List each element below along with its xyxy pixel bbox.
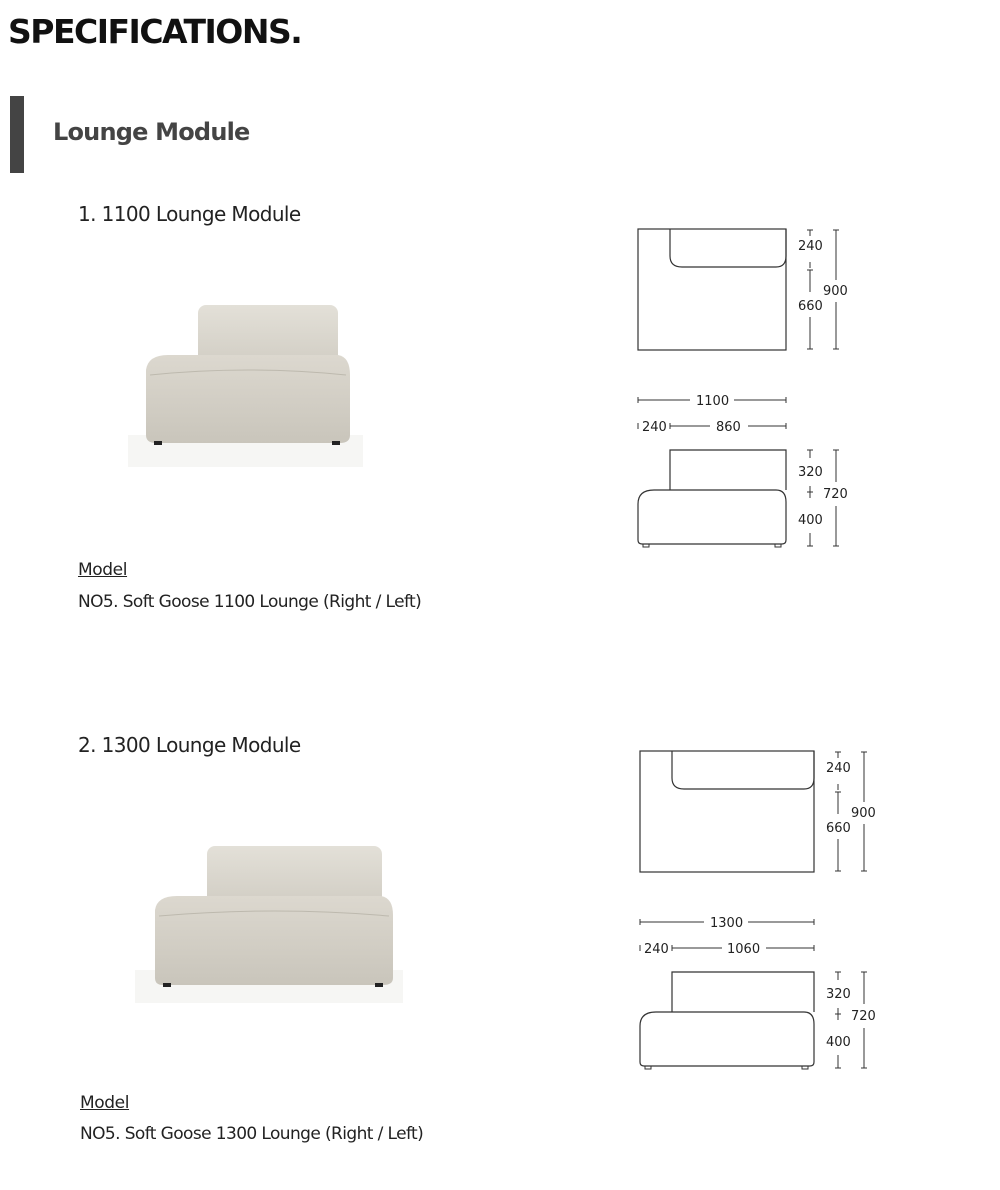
dim-back-height: 320 [798,465,823,480]
dim-arm-width: 240 [644,942,669,957]
dim-seat-depth: 660 [798,299,823,314]
dim-total-depth: 900 [823,284,848,299]
dim-seat-width: 1060 [727,942,761,957]
module-title: 1. 1100 Lounge Module [78,202,301,226]
dim-seat-depth: 660 [826,821,851,836]
dim-back-depth: 240 [798,239,823,254]
section-title: Lounge Module [53,118,250,146]
dim-total-height: 720 [823,487,848,502]
module-title: 2. 1300 Lounge Module [78,733,301,757]
dim-back-height: 320 [826,987,851,1002]
dim-total-height: 720 [851,1009,876,1024]
dim-arm-width: 240 [642,420,667,435]
model-label: Model [80,1093,130,1113]
dimension-drawing [630,743,890,1073]
model-name: NO5. Soft Goose 1100 Lounge (Right / Left) [78,592,422,612]
page-title: SPECIFICATIONS. [8,12,302,51]
dim-seat-height: 400 [798,513,823,528]
section-bar [10,96,24,173]
dim-seat-height: 400 [826,1035,851,1050]
sofa-image [135,840,405,1005]
dim-seat-width: 860 [716,420,741,435]
dim-total-width: 1100 [696,394,730,409]
model-label: Model [78,560,128,580]
dim-back-depth: 240 [826,761,851,776]
model-name: NO5. Soft Goose 1300 Lounge (Right / Left) [80,1124,424,1144]
dim-total-depth: 900 [851,806,876,821]
sofa-image [128,295,363,470]
dim-total-width: 1300 [710,916,744,931]
dimension-drawing [630,222,870,552]
